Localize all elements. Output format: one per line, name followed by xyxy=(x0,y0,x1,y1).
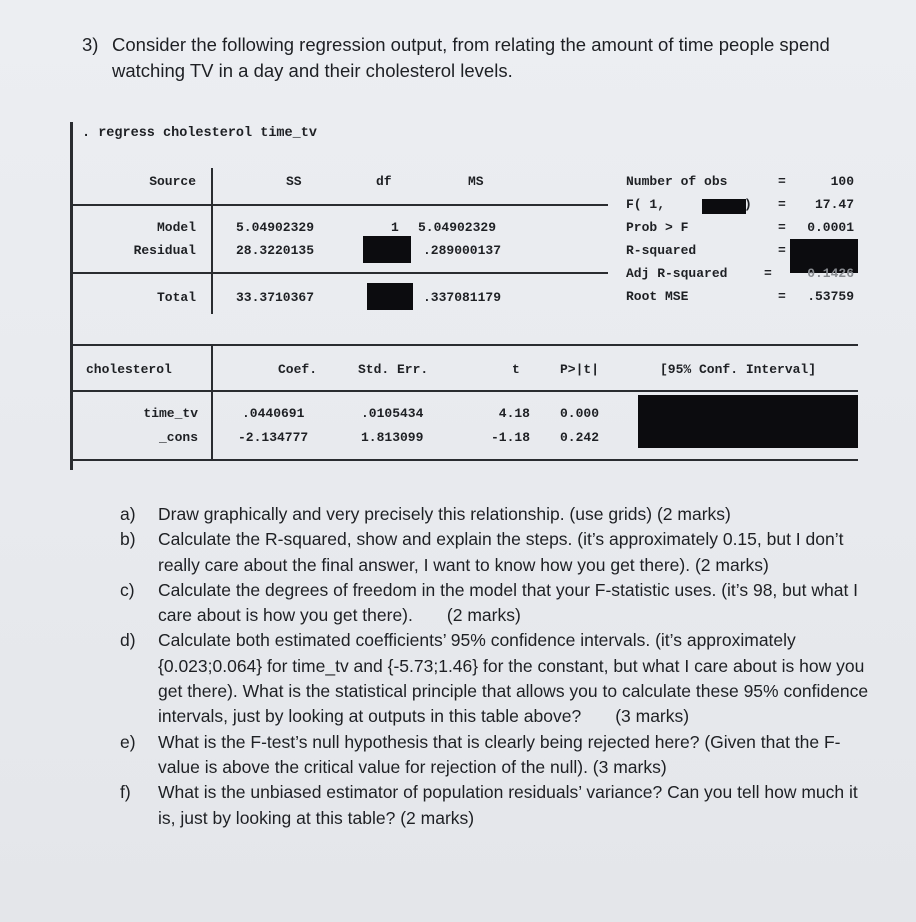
subquestion-text: Calculate both estimated coefficients’ 95% confidence intervals. (it’s approximately {0.023;0.064} for time_tv and {-5.73;1.46} for the constant, but what I care about is how you get there). What is the statistical principle that allows you to calculate these 95% confidence intervals, just by looking at outputs in this table above? (3 marks) xyxy=(158,630,873,727)
anova-residual-label: Residual xyxy=(133,243,196,258)
subquestion-text: What is the F-test’s null hypothesis that is clearly being rejected here? (Given that the F-value is above the critical value for rejection of the null). (3 marks) xyxy=(158,731,841,777)
stat-nobs-eq: = xyxy=(778,174,786,189)
anova-header-ms: MS xyxy=(468,174,484,189)
subquestion-text: Calculate the degrees of freedom in the model that your F-statistic uses. (it’s 98, but what I care about is how you get there). (2 marks) xyxy=(158,579,863,626)
subquestion-label: c) xyxy=(120,579,135,600)
coef-divider-header xyxy=(72,390,858,392)
stat-rmse-eq: = xyxy=(778,289,786,304)
stat-nobs-label: Number of obs xyxy=(626,174,728,189)
anova-header-source: Source xyxy=(149,174,196,189)
stat-rmse-label: Root MSE xyxy=(626,289,689,304)
stat-nobs-value: 100 xyxy=(830,174,854,189)
coef-depvar: cholesterol xyxy=(86,362,172,377)
coef-row-t: 4.18 xyxy=(498,406,530,421)
coef-row-se: 1.813099 xyxy=(361,430,424,445)
coef-header-se: Std. Err. xyxy=(358,362,429,377)
stat-adjr2-label: Adj R-squared xyxy=(626,266,728,281)
anova-divider-total xyxy=(72,272,608,274)
anova-model-df: 1 xyxy=(391,220,399,235)
coef-row-p: 0.000 xyxy=(560,406,600,421)
subquestion-label: a) xyxy=(120,504,136,524)
anova-total-ss: 33.3710367 xyxy=(236,290,315,305)
anova-model-ms: 5.04902329 xyxy=(418,220,497,235)
coef-header-ci: [95% Conf. Interval] xyxy=(660,362,817,377)
anova-header-df: df xyxy=(376,174,392,189)
stat-r2-eq: = xyxy=(778,243,786,258)
coef-divider-top xyxy=(72,344,858,346)
anova-model-label: Model xyxy=(156,220,196,235)
coef-row-var: _cons xyxy=(158,430,198,445)
subquestion-text: What is the unbiased estimator of population residuals’ variance? Can you tell how much it is, just by looking at this table? (2 marks) xyxy=(158,782,858,828)
list-item xyxy=(120,502,880,527)
subquestion-text: Calculate the R-squared, show and explain the steps. (it’s approximately 0.15, but I don’t really care about the final answer, I want to know how you get there). (2 marks) xyxy=(158,529,844,575)
anova-header-ss: SS xyxy=(286,174,302,189)
anova-total-ms: .337081179 xyxy=(423,290,502,305)
anova-residual-ss: 28.3220135 xyxy=(236,243,315,258)
redacted-residual-df xyxy=(363,236,411,263)
coef-row-p: 0.242 xyxy=(560,430,600,445)
stat-rmse-value: .53759 xyxy=(807,289,854,304)
question-number: 3) xyxy=(82,34,99,55)
subquestion-list xyxy=(120,502,880,831)
subquestion-label: b) xyxy=(120,529,136,550)
redacted-confidence-intervals xyxy=(638,395,858,448)
coef-row-coef: -2.134777 xyxy=(238,430,309,445)
subquestion-label: f) xyxy=(120,782,131,803)
redacted-total-df xyxy=(367,283,413,310)
stat-f-eq: = xyxy=(778,197,786,212)
redacted-f-df xyxy=(702,199,746,214)
list-item xyxy=(120,628,880,729)
question-text: Consider the following regression output, from relating the amount of time people spend watching TV in a day and their cholesterol levels. xyxy=(112,34,830,81)
subquestion-label: d) xyxy=(120,630,136,651)
list-item xyxy=(120,730,880,781)
stat-f-paren: ) xyxy=(744,197,752,212)
stat-r2-label: R-squared xyxy=(626,243,697,258)
anova-model-ss: 5.04902329 xyxy=(236,220,315,235)
coef-row-coef: .0440691 xyxy=(242,406,305,421)
coef-header-p: P>|t| xyxy=(560,362,600,377)
stat-prob-label: Prob > F xyxy=(626,220,689,235)
list-item xyxy=(120,780,880,831)
coef-header-coef: Coef. xyxy=(278,362,318,377)
stat-f-label: F( 1, xyxy=(626,197,666,212)
coef-row-se: .0105434 xyxy=(361,406,424,421)
stat-prob-value: 0.0001 xyxy=(807,220,854,235)
stat-prob-eq: = xyxy=(778,220,786,235)
regress-command: . regress cholesterol time_tv xyxy=(82,126,317,141)
list-item xyxy=(120,578,880,629)
anova-total-label: Total xyxy=(156,290,196,305)
list-item xyxy=(120,527,880,578)
stat-adjr2-eq: = xyxy=(764,266,772,281)
subquestion-label: e) xyxy=(120,731,136,752)
anova-divider-top xyxy=(72,204,608,206)
anova-residual-ms: .289000137 xyxy=(423,243,502,258)
stat-f-value: 17.47 xyxy=(814,197,854,212)
coef-vertical-rule xyxy=(211,344,213,460)
stat-adjr2-value: 0.1426 xyxy=(807,266,854,281)
output-margin-bar xyxy=(70,122,73,470)
anova-vertical-rule xyxy=(211,168,213,314)
coef-header-t: t xyxy=(512,362,520,377)
coef-row-var: time_tv xyxy=(143,406,198,421)
subquestion-text: Draw graphically and very precisely this relationship. (use grids) (2 marks) xyxy=(158,504,731,524)
coef-row-t: -1.18 xyxy=(490,430,530,445)
coef-divider-bottom xyxy=(72,459,858,461)
